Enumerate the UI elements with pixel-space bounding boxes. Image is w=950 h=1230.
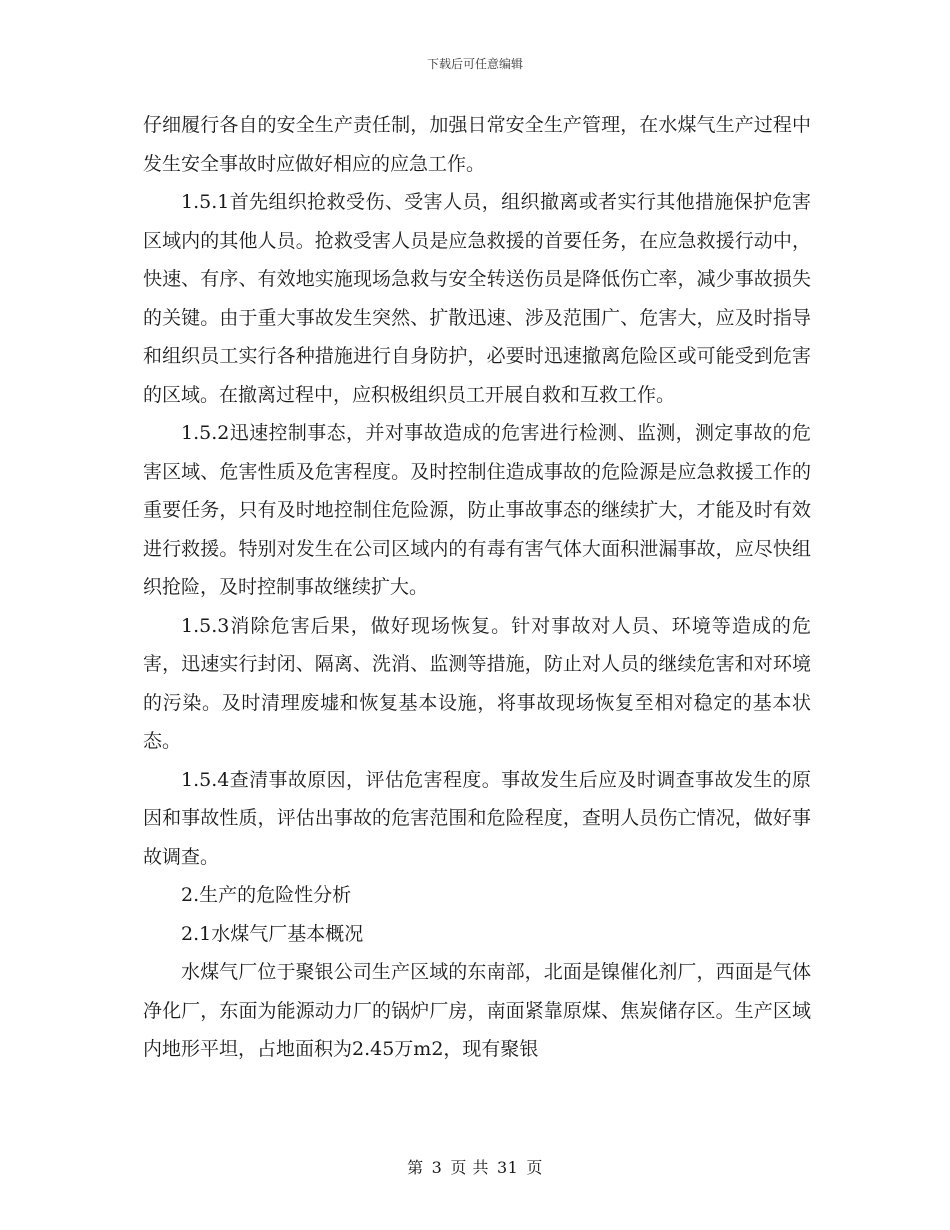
paragraph-1-5-4: 1.5.4查清事故原因，评估危害程度。事故发生后应及时调查事故发生的原因和事故性质，评估出事故的危害范围和危险程度，查明人员伤亡情况，做好事故调查。	[143, 768, 811, 868]
page-header: 下载后可任意编辑	[426, 57, 523, 71]
total-pages-number: 31	[496, 1158, 519, 1177]
footer-prefix: 第	[407, 1158, 424, 1177]
paragraph-1-5-1: 1.5.1首先组织抢救受伤、受害人员，组织撤离或者实行其他措施保护危害区域内的其他人员。抢救受害人员是应急救援的首要任务，在应急救援行动中，快速、有序、有效地实施现场急救与安全转送伤员是降低伤亡率，减少事故损失的关键。由于重大事故发生突然、扩散迅速、涉及范围广、危害大，应及时指导和组织员工实行各种措施进行自身防护，必要时迅速撤离危险区或可能受到危害的区域。在撤离过程中，应积极组织员工开展自救和互救工作。	[143, 191, 811, 406]
page-footer	[0, 1155, 950, 1178]
section-heading-2-1: 2.1水煤气厂基本概况	[181, 922, 364, 945]
footer-suffix: 页	[526, 1158, 543, 1177]
current-page-number: 3	[431, 1158, 443, 1177]
document-body	[143, 106, 811, 1069]
paragraph-continued: 仔细履行各自的安全生产责任制，加强日常安全生产管理，在水煤气生产过程中发生安全事故时应做好相应的应急工作。	[143, 114, 811, 175]
section-heading-2: 2.生产的危险性分析	[181, 884, 352, 906]
paragraph-plant-overview: 水煤气厂位于聚银公司生产区域的东南部，北面是镍催化剂厂，西面是气体净化厂，东面为能源动力厂的锅炉厂房，南面紧靠原煤、焦炭储存区。生产区域内地形平坦，占地面积为2.45万m2，现有聚银	[143, 961, 811, 1060]
paragraph-1-5-2: 1.5.2迅速控制事态，并对事故造成的危害进行检测、监测，测定事故的危害区域、危害性质及危害程度。及时控制住造成事故的危险源是应急救援工作的重要任务，只有及时地控制住危险源，防止事故事态的继续扩大，才能及时有效进行救援。特别对发生在公司区域内的有毒有害气体大面积泄漏事故，应尽快组织抢险，及时控制事故继续扩大。	[143, 422, 811, 598]
footer-middle: 页 共	[450, 1158, 489, 1177]
paragraph-1-5-3: 1.5.3消除危害后果，做好现场恢复。针对事故对人员、环境等造成的危害，迅速实行封闭、隔离、洗消、监测等措施，防止对人员的继续危害和对环境的污染。及时清理废墟和恢复基本设施，将事故现场恢复至相对稳定的基本状态。	[143, 614, 811, 752]
